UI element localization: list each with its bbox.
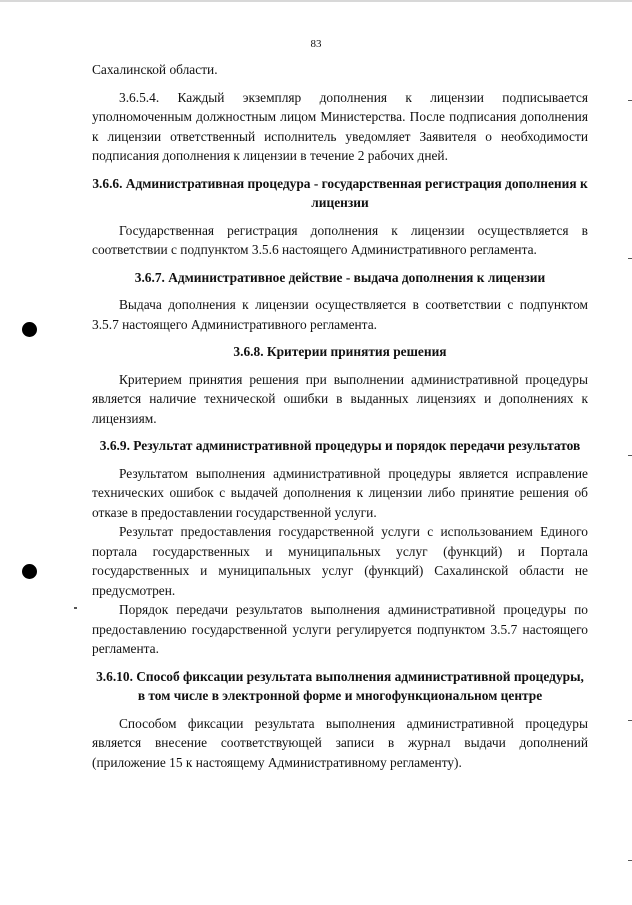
paragraph-spacer (92, 166, 588, 174)
paragraph: Результат предоставления государственной услуги с использованием Единого портала государственных и муниципальных услуг (функций) и Портала государственных и муниципальных услуг (функций) Сахалинской области не предусмотрен. (92, 524, 588, 598)
scan-edge-mark (628, 100, 632, 101)
punch-hole-top (22, 322, 37, 337)
paragraph-spacer (92, 260, 588, 268)
paragraph-spacer (92, 213, 588, 221)
scan-edge-mark (628, 455, 632, 456)
paragraph-spacer (92, 428, 588, 436)
paragraph: Критерием принятия решения при выполнении административной процедуры является наличие технической ошибки в выданных лицензиях и дополнениях к лицензиям. (92, 371, 588, 426)
document-body (92, 60, 588, 772)
section-heading: 3.6.10. Способ фиксации результата выполнения административной процедуры, в том числе в электронной форме и многофункциональном центре (96, 668, 584, 703)
scan-edge-mark (628, 860, 632, 861)
scan-edge-mark (628, 720, 632, 721)
paragraph: Государственная регистрация дополнения к лицензии осуществляется в соответствии с подпунктом 3.5.6 настоящего Административного регламента. (92, 222, 588, 257)
paragraph-spacer (92, 456, 588, 464)
scan-speck (74, 607, 77, 609)
section-heading: 3.6.8. Критерии принятия решения (233, 344, 447, 359)
punch-hole-bottom (22, 564, 37, 579)
paragraph: Сахалинской области. (92, 62, 218, 77)
paragraph-spacer (92, 334, 588, 342)
paragraph-spacer (92, 659, 588, 667)
paragraph-spacer (92, 706, 588, 714)
scan-top-edge (0, 0, 632, 2)
section-heading: 3.6.9. Результат административной процедуры и порядок передачи результатов (99, 438, 581, 453)
paragraph: Порядок передачи результатов выполнения административной процедуры по предоставлению государственной услуги регулируется подпунктом 3.5.7 настоящего регламента. (92, 602, 588, 656)
section-heading: 3.6.7. Административное действие - выдача дополнения к лицензии (134, 269, 546, 285)
paragraph-spacer (92, 80, 588, 88)
paragraph: Способом фиксации результата выполнения административной процедуры является внесение соответствующей записи в журнал выдачи дополнений (приложение 15 к настоящему Административному регламенту). (92, 715, 588, 770)
paragraph-spacer (92, 287, 588, 295)
scan-edge-mark (628, 258, 632, 259)
page-number: 83 (310, 38, 322, 50)
paragraph: Результатом выполнения административной процедуры является исправление технических ошибок с выдачей дополнения к лицензии либо принятие решения об отказе в предоставлении государственной услуги. (92, 465, 588, 520)
section-heading: 3.6.6. Административная процедура - государственная регистрация дополнения к лицензии (92, 175, 588, 210)
paragraph: 3.6.5.4. Каждый экземпляр дополнения к лицензии подписывается уполномоченным должностным лицом Министерства. После подписания дополнения к лицензии ответственный исполнитель уведомляет Заявителя о необходимости подписания дополнения к лицензии в течение 2 рабочих дней. (92, 89, 588, 163)
paragraph: Выдача дополнения к лицензии осуществляется в соответствии с подпунктом 3.5.7 настоящего Административного регламента. (92, 297, 588, 332)
paragraph-spacer (92, 362, 588, 370)
